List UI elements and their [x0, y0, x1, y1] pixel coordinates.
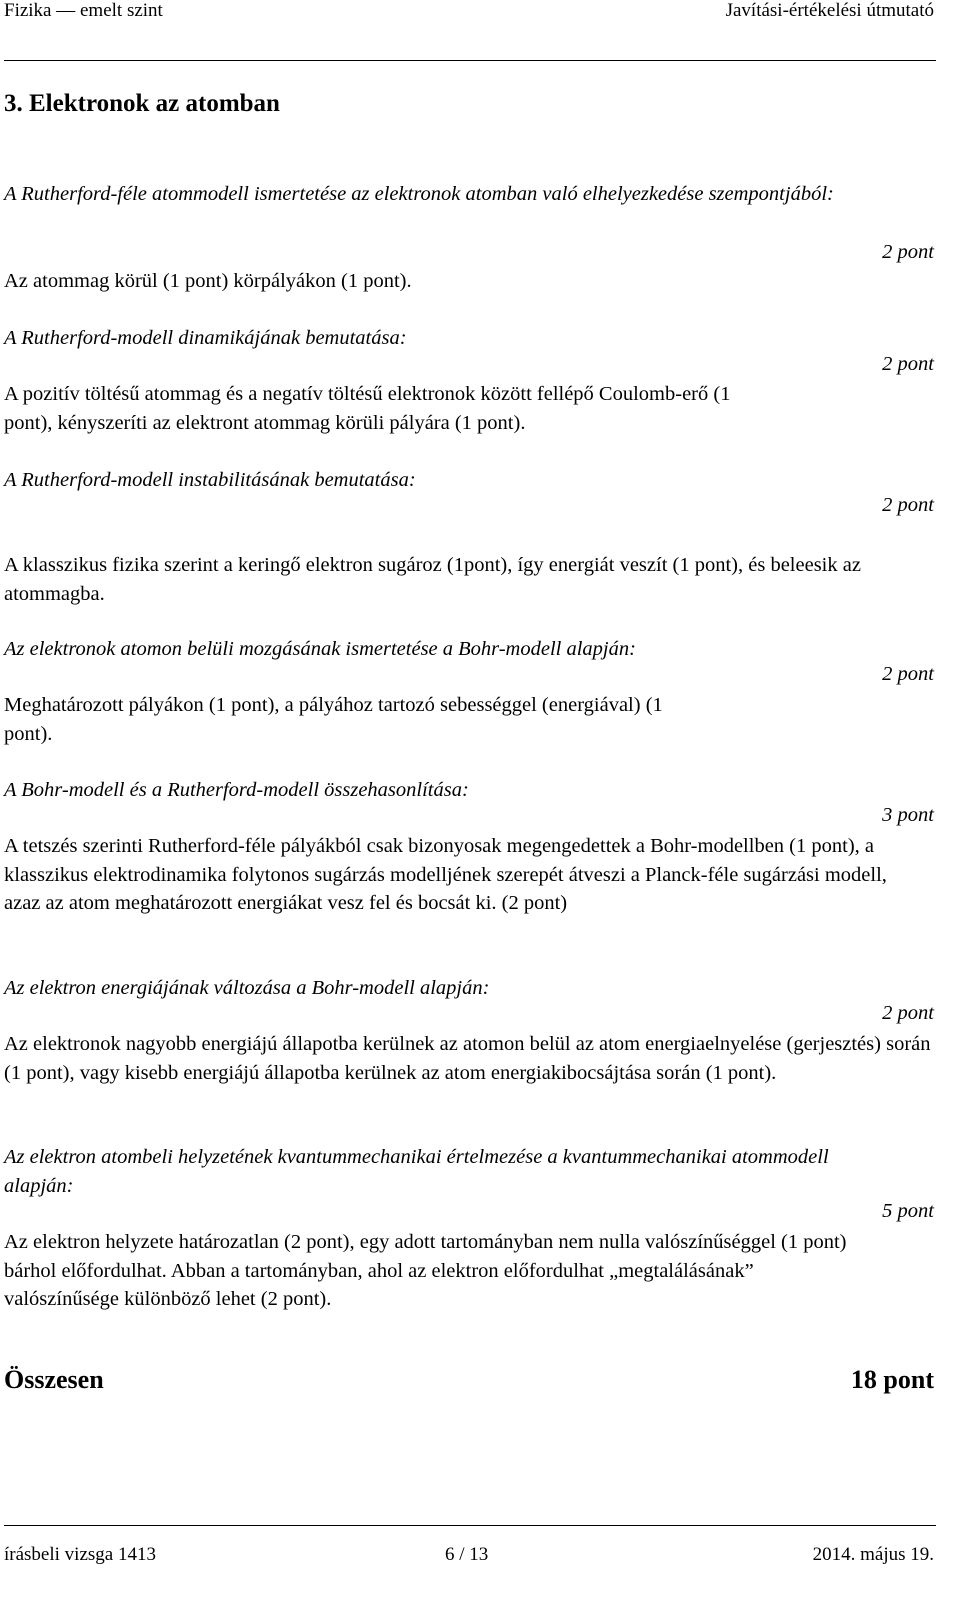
section-6-heading: Az elektron energiájának változása a Bohr-modell alapján: [4, 977, 490, 999]
footer-page-number: 6 / 13 [445, 1544, 489, 1565]
section-4-points: 2 pont [882, 663, 934, 685]
section-5-heading: A Bohr-modell és a Rutherford-modell összehasonlítása: [4, 779, 469, 801]
section-1-body: Az atommag körül (1 pont) körpályákon (1 pont). [4, 270, 412, 292]
total-label: Összesen [4, 1365, 104, 1394]
total-value: 18 pont [850, 1365, 934, 1394]
section-2-body: A pozitív töltésű atommag és a negatív töltésű elektronok között fellépő Coulomb-erő (1 pont), kényszeríti az elektront atommag körüli pályára (1 pont). [4, 383, 731, 434]
footer-left: írásbeli vizsga 1413 [4, 1544, 156, 1565]
section-5-points: 3 pont [882, 804, 934, 826]
section-6-body: Az elektronok nagyobb energiájú állapotba kerülnek az atomon belül az atom energiaelnyelése (gerjesztés) során (1 pont), vagy kisebb energiájú állapotba kerülnek az atom energiakibocsájtása során (1 pont). [4, 1033, 931, 1084]
section-3-body: A klasszikus fizika szerint a keringő elektron sugároz (1pont), így energiát veszít (1 pont), és beleesik az atommagba. [4, 554, 861, 605]
header-right: Javítási-értékelési útmutató [725, 0, 934, 21]
section-7-points: 5 pont [882, 1200, 934, 1222]
footer-rule [4, 1525, 936, 1526]
section-4-body: Meghatározott pályákon (1 pont), a pályához tartozó sebességgel (energiával) (1 pont). [4, 694, 663, 745]
section-7-heading: Az elektron atombeli helyzetének kvantummechanikai értelmezése a kvantummechanikai atommodell alapján: [4, 1146, 829, 1197]
section-7-body: Az elektron helyzete határozatlan (2 pont), egy adott tartományban nem nulla valószínűséggel (1 pont) bárhol előfordulhat. Abban a tartományban, ahol az elektron előfordulhat „megtalálásának” valószínűsége különböző lehet (2 pont). [4, 1231, 847, 1310]
header-left: Fizika — emelt szint [4, 0, 163, 21]
section-1-points: 2 pont [882, 241, 934, 263]
section-3-heading: A Rutherford-modell instabilitásának bemutatása: [4, 469, 416, 491]
section-1-heading: A Rutherford-féle atommodell ismertetése az elektronok atomban való elhelyezkedése szempontjából: [4, 183, 834, 205]
section-5-body: A tetszés szerinti Rutherford-féle pályákból csak bizonyosak megengedettek a Bohr-modellben (1 pont), a klasszikus elektrodinamika folytonos sugárzás modelljének szerepét átveszi a Planck-féle sugárzási modell, azaz az atom meghatározott energiákat vesz fel és bocsát ki. (2 pont) [4, 835, 887, 914]
section-2-points: 2 pont [882, 353, 934, 375]
footer-date: 2014. május 19. [812, 1544, 934, 1565]
section-2-heading: A Rutherford-modell dinamikájának bemutatása: [4, 327, 407, 349]
section-3-points: 2 pont [882, 494, 934, 516]
section-6-points: 2 pont [882, 1002, 934, 1024]
header-rule [4, 60, 936, 61]
section-title: 3. Elektronok az atomban [4, 90, 280, 117]
section-4-heading: Az elektronok atomon belüli mozgásának ismertetése a Bohr-modell alapján: [4, 638, 636, 660]
